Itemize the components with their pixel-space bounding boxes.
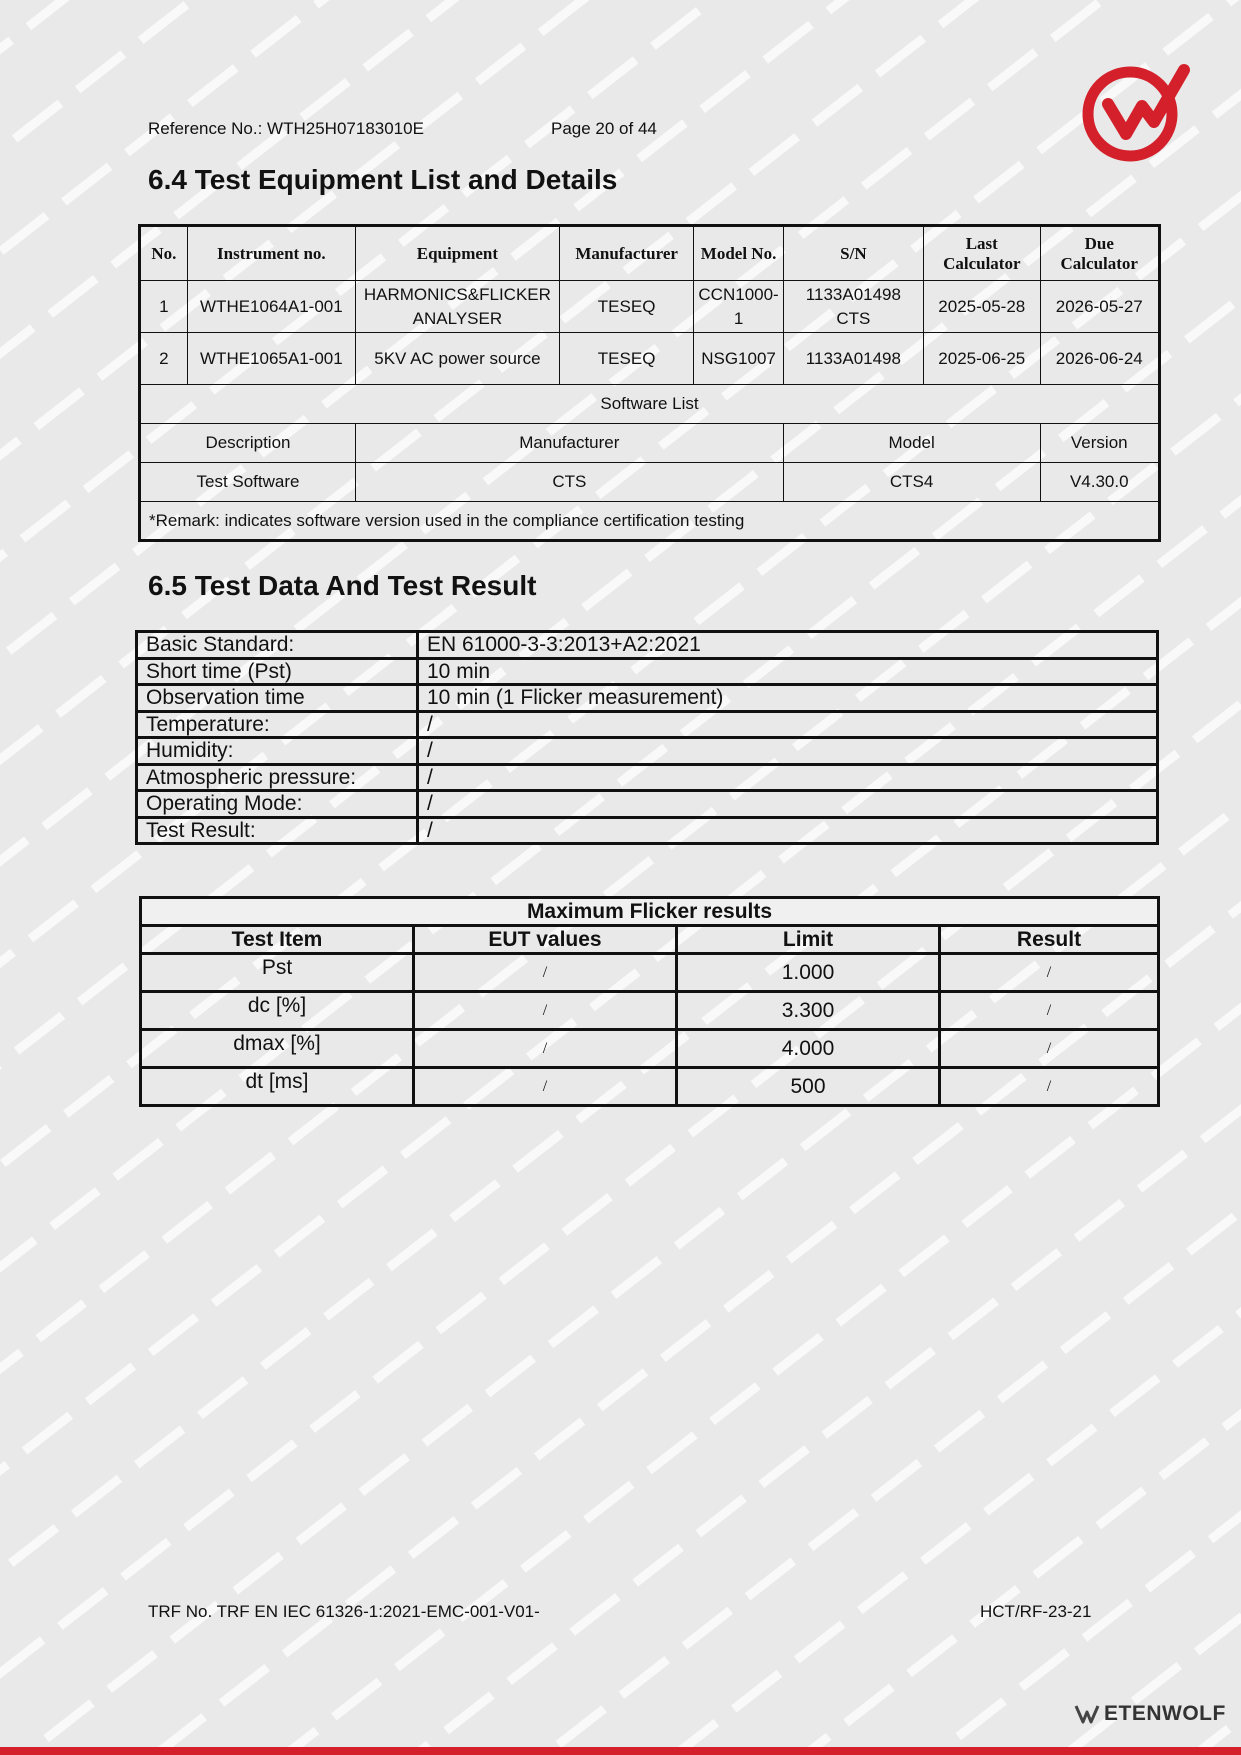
cell-equipment: 5KV AC power source [355,333,559,385]
cell-limit: 3.300 [677,992,940,1030]
cell-manufacturer: TESEQ [559,333,694,385]
cell-limit: 500 [677,1068,940,1106]
trf-number: TRF No. TRF EN IEC 61326-1:2021-EMC-001-V01- [148,1602,540,1621]
cell-test-item: dt [ms] [141,1068,414,1106]
cell-sn: 1133A01498 [783,333,923,385]
table-row [140,333,1160,385]
cell-result: / [940,954,1159,992]
software-list-title: Software List [140,385,1160,424]
table-row [137,817,1158,844]
col-instrument-no: Instrument no. [187,226,355,281]
condition-label: Atmospheric pressure: [137,764,418,791]
condition-label: Observation time [137,685,418,712]
condition-value: 10 min [418,658,1158,685]
condition-value: / [418,817,1158,844]
condition-label: Basic Standard: [137,632,418,659]
cell-eut-value: / [414,1068,677,1106]
condition-value: / [418,711,1158,738]
condition-label: Temperature: [137,711,418,738]
cell-test-item: dmax [%] [141,1030,414,1068]
section-title-test-data: 6.5 Test Data And Test Result [148,570,537,601]
etenwolf-mark-icon [1074,1702,1100,1726]
cell-last: 2025-05-28 [924,281,1040,333]
condition-value: / [418,791,1158,818]
cell-no: 1 [140,281,188,333]
software-cell-model: CTS4 [783,463,1040,502]
table-row [141,992,1159,1030]
col-eut-values: EUT values [414,926,677,954]
test-conditions-table [135,630,1159,845]
table-row [137,685,1158,712]
col-due-calculator: Due Calculator [1040,226,1159,281]
condition-label: Humidity: [137,738,418,765]
flicker-title-row [141,898,1159,926]
cell-eut-value: / [414,992,677,1030]
col-no: No. [140,226,188,281]
equipment-table [138,224,1161,542]
condition-label: Short time (Pst) [137,658,418,685]
software-col-model: Model [783,424,1040,463]
col-model-no: Model No. [694,226,783,281]
cell-limit: 1.000 [677,954,940,992]
brand-logo-icon [1080,62,1192,162]
software-list-title-row [140,385,1160,424]
remark-row [140,502,1160,541]
flicker-title: Maximum Flicker results [141,898,1159,926]
flicker-header-row [141,926,1159,954]
col-sn: S/N [783,226,923,281]
footer-logo [1074,1702,1226,1726]
cell-instrument-no: WTHE1064A1-001 [187,281,355,333]
cell-instrument-no: WTHE1065A1-001 [187,333,355,385]
software-col-version: Version [1040,424,1159,463]
table-row [137,658,1158,685]
condition-label: Test Result: [137,817,418,844]
table-row [137,791,1158,818]
cell-manufacturer: TESEQ [559,281,694,333]
section-title-test-equipment: 6.4 Test Equipment List and Details [148,164,618,195]
col-last-calculator: Last Calculator [924,226,1040,281]
table-row [137,764,1158,791]
table-row [137,711,1158,738]
software-col-manufacturer: Manufacturer [355,424,783,463]
cell-equipment: HARMONICS&FLICKER ANALYSER [355,281,559,333]
cell-last: 2025-06-25 [924,333,1040,385]
condition-value: / [418,738,1158,765]
document-code: HCT/RF-23-21 [980,1602,1092,1621]
cell-limit: 4.000 [677,1030,940,1068]
software-header-row [140,424,1160,463]
flicker-results-table [139,896,1160,1107]
cell-eut-value: / [414,954,677,992]
software-cell-manufacturer: CTS [355,463,783,502]
col-limit: Limit [677,926,940,954]
cell-no: 2 [140,333,188,385]
table-row [141,1030,1159,1068]
condition-value: / [418,764,1158,791]
page-number: Page 20 of 44 [551,119,657,138]
cell-sn: 1133A01498 CTS [783,281,923,333]
cell-due: 2026-06-24 [1040,333,1159,385]
condition-label: Operating Mode: [137,791,418,818]
col-result: Result [940,926,1159,954]
software-cell-version: V4.30.0 [1040,463,1159,502]
col-manufacturer: Manufacturer [559,226,694,281]
col-equipment: Equipment [355,226,559,281]
cell-due: 2026-05-27 [1040,281,1159,333]
software-cell-description: Test Software [140,463,356,502]
cell-model: NSG1007 [694,333,783,385]
table-row [141,1068,1159,1106]
software-col-description: Description [140,424,356,463]
condition-value: 10 min (1 Flicker measurement) [418,685,1158,712]
condition-value: EN 61000-3-3:2013+A2:2021 [418,632,1158,659]
table-row [137,632,1158,659]
cell-eut-value: / [414,1030,677,1068]
col-test-item: Test Item [141,926,414,954]
footer-logo-text: ETENWOLF [1104,1702,1226,1725]
equipment-header-row [140,226,1160,281]
bottom-accent-bar [0,1747,1241,1755]
table-row [140,463,1160,502]
cell-test-item: dc [%] [141,992,414,1030]
remark-text: *Remark: indicates software version used in the compliance certification testing [140,502,1160,541]
table-row [140,281,1160,333]
table-row [137,738,1158,765]
cell-result: / [940,1030,1159,1068]
cell-result: / [940,992,1159,1030]
cell-model: CCN1000-1 [694,281,783,333]
reference-number: Reference No.: WTH25H07183010E [148,119,424,138]
cell-test-item: Pst [141,954,414,992]
table-row [141,954,1159,992]
cell-result: / [940,1068,1159,1106]
